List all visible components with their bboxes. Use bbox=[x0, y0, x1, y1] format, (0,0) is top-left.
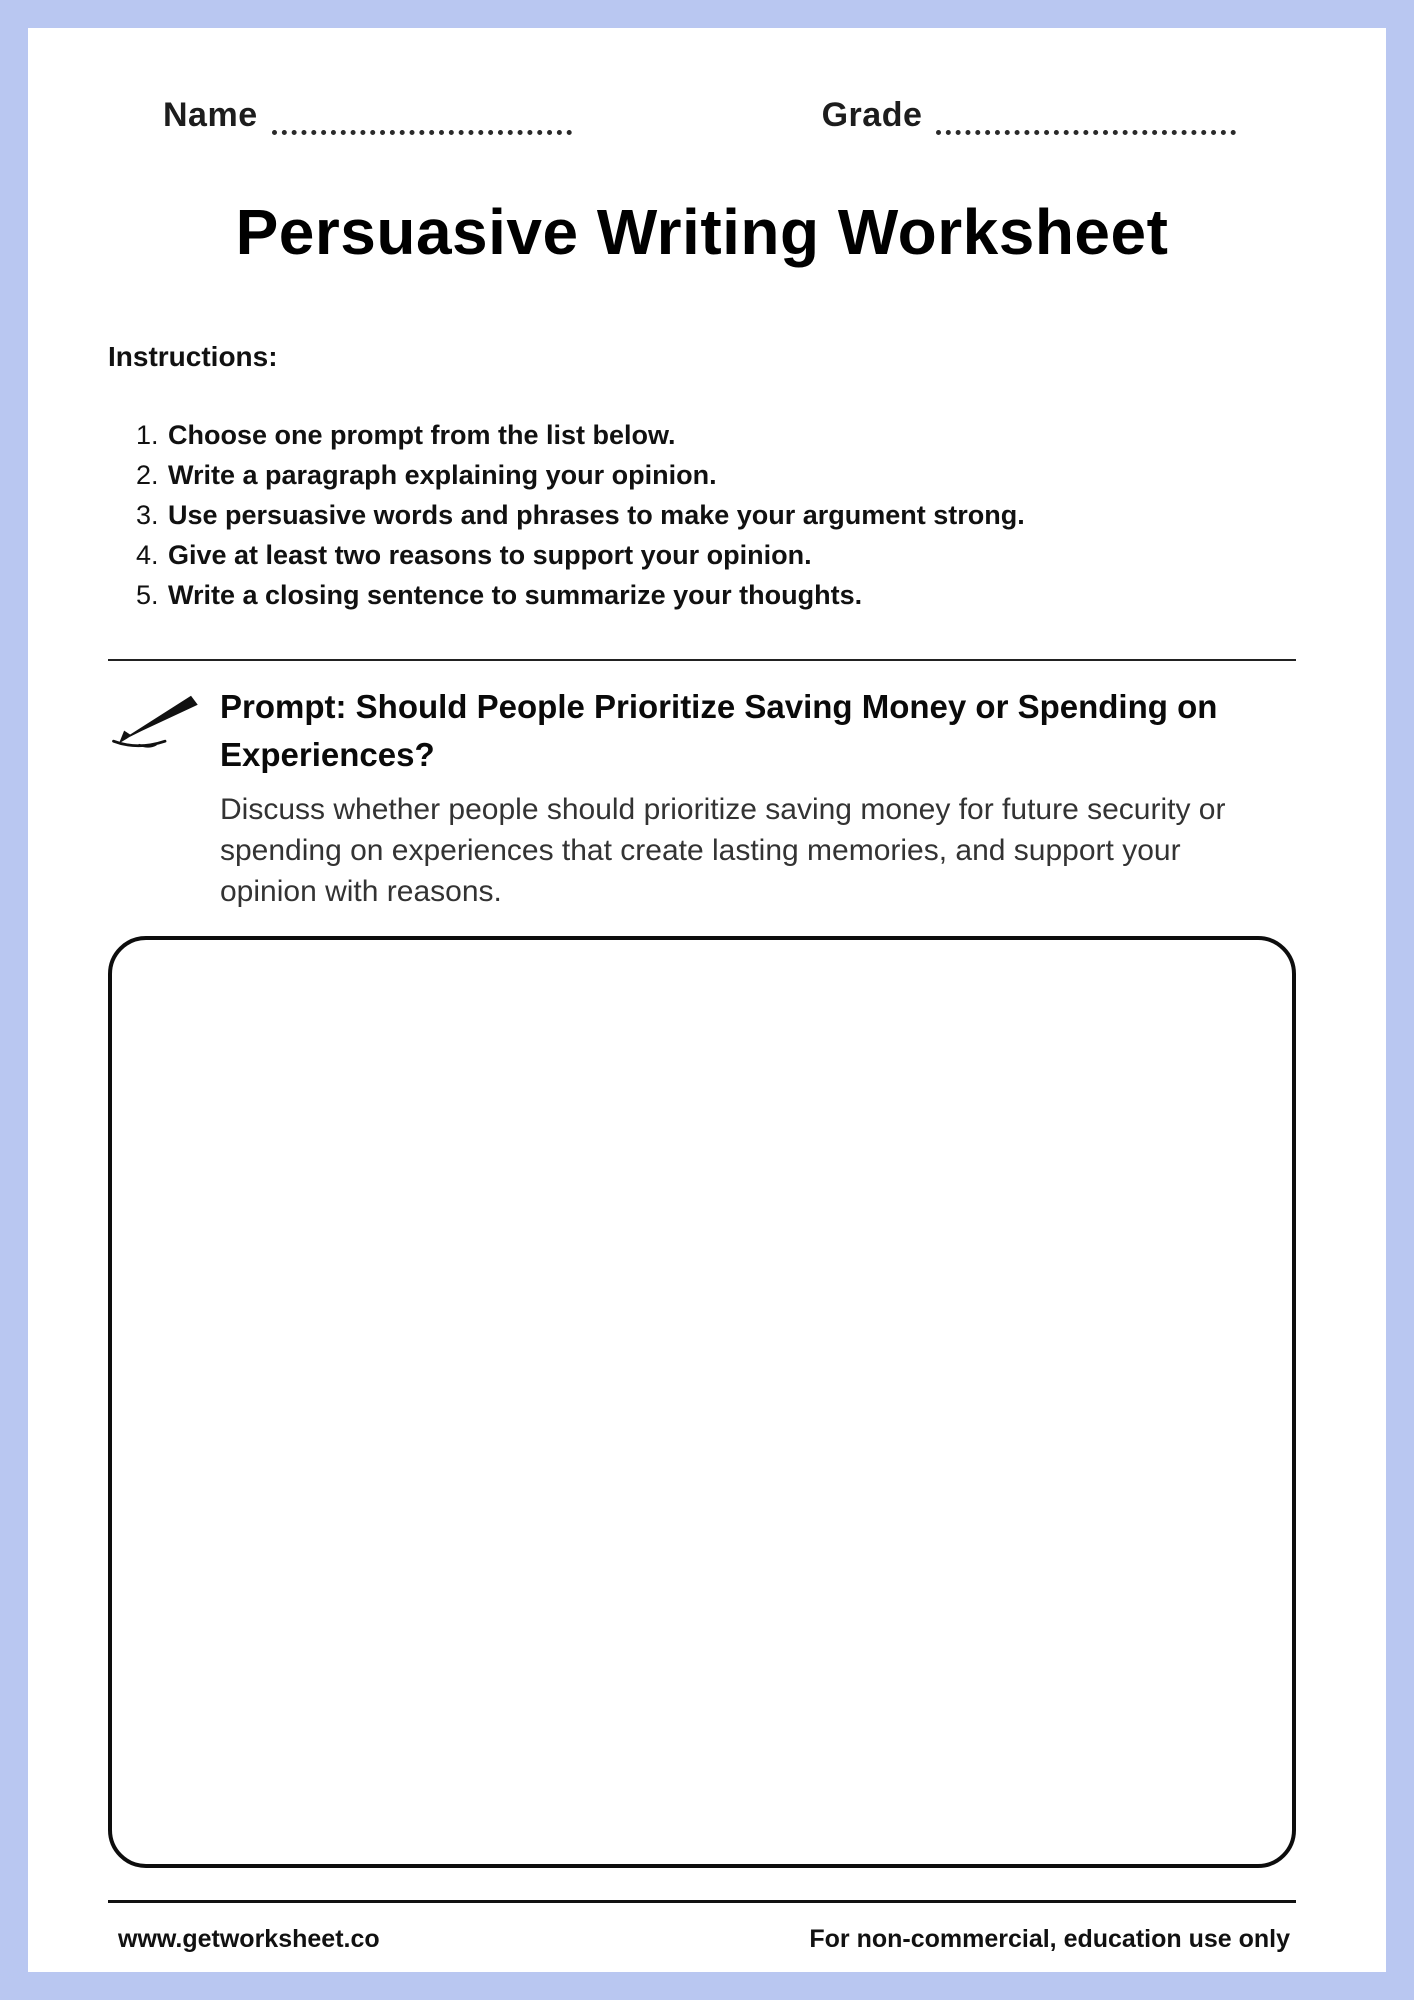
footer-website-text: www.getworksheet.co bbox=[118, 1925, 380, 1953]
instruction-item: 1. Choose one prompt from the list below. bbox=[166, 415, 1296, 455]
prompt-description: Discuss whether people should prioritize saving money for future security or spending on experiences that create lasting memories, and support your opinion with reasons. bbox=[220, 793, 1226, 908]
grade-label: Grade bbox=[821, 96, 923, 134]
section-divider bbox=[108, 659, 1296, 661]
prompt-body bbox=[220, 679, 1296, 912]
worksheet-sheet bbox=[28, 28, 1386, 1972]
footer bbox=[108, 1903, 1296, 1972]
prompt-section bbox=[108, 679, 1296, 912]
name-label: Name bbox=[163, 96, 258, 134]
page-title: Persuasive Writing Worksheet bbox=[235, 196, 1169, 268]
name-grade-row bbox=[108, 96, 1296, 135]
pen-writing-icon bbox=[108, 736, 200, 753]
prompt-icon-column bbox=[108, 679, 220, 912]
name-write-line bbox=[272, 105, 572, 135]
instruction-item: 3. Use persuasive words and phrases to make your argument strong. bbox=[166, 495, 1296, 535]
instructions-label: Instructions: bbox=[108, 341, 278, 372]
footer-license-text: For non-commercial, education use only bbox=[809, 1925, 1290, 1953]
grade-group bbox=[822, 96, 1237, 135]
instruction-item: 5. Write a closing sentence to summarize your thoughts. bbox=[166, 575, 1296, 615]
instruction-item: 2. Write a paragraph explaining your opinion. bbox=[166, 455, 1296, 495]
instruction-item: 4. Give at least two reasons to support your opinion. bbox=[166, 535, 1296, 575]
grade-write-line bbox=[936, 105, 1236, 135]
prompt-heading: Prompt: Should People Prioritize Saving Money or Spending on Experiences? bbox=[220, 688, 1218, 773]
instructions-list bbox=[108, 415, 1296, 615]
writing-answer-box bbox=[108, 936, 1296, 1868]
